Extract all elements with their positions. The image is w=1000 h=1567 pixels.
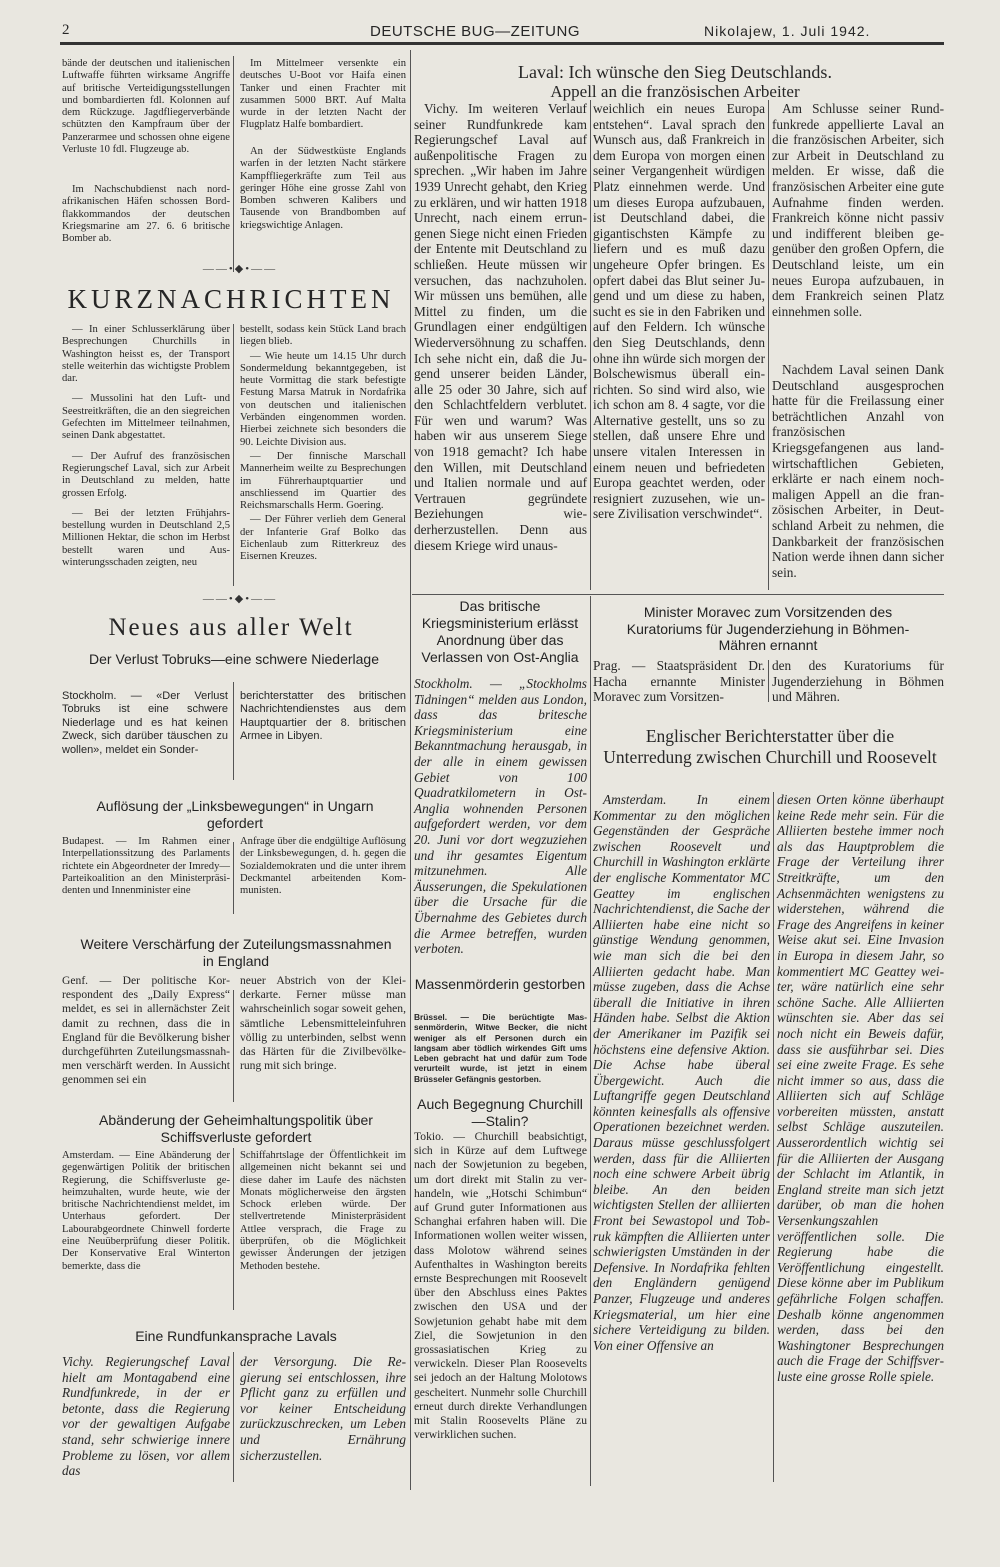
schiff-text: Amsterdam. — Eine Abänderung der gegenwärtigen Politik der britischen Regierung, die Schiffsverluste geheimzuhalten, wurde heute, wie der britische Nachrichtendienst meldet, im Unterhaus gefordert. Der Labourabgeordnete Chinwell forderte eine Neuüberprüfung dieser Politik. Der Konservative Eral Winterton bemerkte, dass die [62,1150,230,1272]
column-rule [233,682,234,780]
column-rule [233,56,234,272]
ungarn-text: Anfrage über die endgültige Auflösung der Linksbewegungen, d. h. gegen die Sozialdemokraten und die unter ihrem Deckmantel arbeitenden Kommunisten. [240,836,406,897]
england-text: neuer Abstrich von der Kleiderkarte. Ferner müsse man wahrscheinlich sogar soweit gehen, sämtliche Lebensmitteleinfuhren völlig zu unterbinden, selbst wenn das Härten für die Zivilbevölkerung mit sich bringe. [240,974,406,1073]
churchill-headline: Englischer Berichterstatter über die Unterredung zwischen Churchill und Roosevelt [603,726,937,767]
place-date: Nikolajew, 1. Juli 1942. [704,23,871,39]
newspaper-title: DEUTSCHE BUG—ZEITUNG [370,23,581,40]
churchill-text-col1: Amsterdam. In einem Kommentar zu den möglichen Gegenständen der Gespräche zwischen Roosevelt und Churchill in Washington erklärte der englische Kommentator MC Geattey im englischen Nachrichtendienst, die Sache der Alliierten habe eine nicht so günstige Wendung genommen, wie man sich die bei den Alliierten gedacht habe. Man müsse zugeben, dass die Achse überall die Initiative in ihren Händen habe. Selbst die Aktion der Amerikaner im Pazifik sei höchstens eine defensive Aktion. Die Achse habe überal Übergewicht. Auch die Luftangriffe gegen Deutschland könnten keinesfalls als offensive Operationen bezeichnet werden. Daraus müsse geschlussfolgert werden, dass für die Alliierten noch eine schwere Arbeit übrig bleibe. An den beiden wichtigsten Stellen der alliierten Front bei Sewastopol und Tobruk kämpften die Alliierten unter schwierigsten Umständen in der Defensive. In Nordafrika fehlten den Engländern genügend Panzer, Flugzeuge und anderes Kriegsmaterial, um hier eine sichere Verteidigung zu bilden. Von einer Offensive an [593,792,770,1353]
ornament-divider: ——•◆•—— [202,263,278,275]
ornament-divider: ——•◆•—— [202,593,278,605]
kurz-item: — Der Aufruf des französischen Regierungschef Laval, sich zur Arbeit in Deutschland zu melden, hatte grossen Erfolg. [62,450,230,499]
kurz-item: — Bei der letzten Frühjahrsbestellung wurden in Deutschland 2,5 Millionen Hektar, die schon im Herbst bestellt waren und Auswinterungsschaden zeigten, neu [62,507,230,569]
moerderin-text: Brüssel. — Die berüchtigte Massenmörderin, Witwe Becker, die nicht weniger als elf Personen durch ein langsam aber tödlich wirkendes Gift ums Leben gebracht hat und dafür zum Tode verurteilt wurde, ist jetzt in einem Brüsseler Gefängnis gestorben. [414,1012,587,1084]
tobruk-text: Stockholm. — «Der Verlust Tobruks ist eine schwere Niederlage und es hat keinen Zweck, sich darüber täuschen zu wollen», meldet ein Sonder- [62,690,228,756]
column-rule [410,50,411,1490]
article-mittelmeer-text: Im Mittelmeer versenkte ein deutsches U-Boot vor Haifa einen Tanker und einen Frachter mit zusammen 5000 BRT. Auf Malta wurde in der letzten Nacht der Flugplatz Halfe bombardiert. [240,58,406,131]
kurz-item: — Mussolini hat den Luft- und Seestreitkräften, die an den siegreichen Gefechten im Mittelmeer teilnahmen, seinen Dank abgestattet. [62,393,230,442]
column-rule [233,990,234,1102]
england-text: Genf. — Der politische Korrespondent des „Daily Express“ meldet, es sei in allernächster Zeit damit zu rechnen, dass die in England für die Bevölkerung bisher durchgeführten Zuteilungsmassnahmen verschärft werden. In Aussicht genommen sei ein [62,974,230,1087]
column-rule [590,100,591,590]
section-rule [412,594,944,595]
neues-heading: Neues aus aller Welt [108,614,354,641]
moravec-text: Prag. — Staatspräsident Dr. Hacha ernannte Minister Moravec zum Vorsitzen- [593,658,765,705]
article-afrika-text: Im Nachschubdienst nach nordafrikanischen Häfen schossen Bordflakkommandos der deutschen Kriegsmarine am 27. 6. 6 britische Bomber ab. [62,184,230,245]
schiff-text: Schiffahrtslage der Öffentlichkeit im allgemeinen nicht bekannt sei und diese daher im Laufe des nächsten Monats möglicherweise den ärgsten Schock erleben würde. Der stellvertretende Ministerpräsident Attlee versprach, die Frage zu überprüfen, ob die Möglichkeit gewisser Änderungen der jetzigen Methoden bestehe. [240,1150,406,1272]
kurz-col2 [240,324,406,564]
laval-subheadline: Appell an die französischen Arbeiter [550,82,800,101]
anglia-text: Stockholm. — „Stockholms Tidningen“ melden aus London, dass das britesche Kriegsministerium eine Bekanntmachung herausgab, in der alle in einem gewissen Gebiet von 100 Quadratkilometern in Ost-Anglia wohnenden Personen aufgefordert werden, vor dem 20. Juni vor dort wegzuziehen und ihr gesamtes Eigentum mitzunehmen. Alle Äusserungen, die Spekulationen über die Ursache für die Übernahme des Gebietes durch die Armee betreffen, wurden verboten. [414,676,587,957]
column-rule [233,842,234,914]
churchill-text-col2: diesen Orten könne überhaupt keine Rede mehr sein. Für die Alliierten bestehe immer noch als das Hauptproblem die Frage der Verteilung ihrer Streitkräfte, um den Achsenmächten wenigstens zu widerstehen, während die Frage des Angreifens in keiner Weise akut sei. Eine Invasion in Europa in diesem Jahr, so kommentiert MC Geattey weiter, wäre natürlich eine sehr schöne Sache. Alle Alliierten wünschten sie. Aber das sei noch nicht ein Beweis dafür, dass sie ausführbar sei. Dies sei eine zweite Frage. Es sehe nicht immer so aus, dass die Alliierten sich auf Schläge vorbereiten müssten, anstatt selbst Schläge auszuteilen. Ausserordentlich wichtig sei für die Alliierten der Ausgang der Schlacht im Atlantik, in England streite man sich jetzt darüber, ob man die hohen Versenkungszahlen veröffentlichen solle. Die Regierung habe die Veröffentlichung eingestellt. Diese könne aber im Publikum gefährliche Folgen schaffen. Deshalb könne angenommen werden, dass bei den Washingtoner Besprechungen auch die Frage der Schiffsverluste eine grosse Rolle spiele. [777,792,944,1384]
moravec-text: den des Kuratoriums für Jugenderziehung in Böhmen und Mähren. [772,658,944,705]
anglia-headline: Das britische Kriegsministerium erlässt Anordnung über das Verlassen von Ost-Anglia [421,598,579,665]
laval-text-col3: Am Schlusse seiner Rundfunkrede appellierte Laval an die französischen Arbeiter, sich zur Arbeit in Deutschland zu melden. Er wisse, daß die französischen Arbeiter eine gute Aufnahme finden werden. Frankreich könne nicht passiv und indifferent bleiben gegenüber den großen Opfern, die Deutschland leiste, um ein neues Europa aufzubauen, in dem Frankreich seinen Platz einnehmen solle. [772,101,944,319]
column-rule [773,792,774,1482]
article-england-text: An der Südwestküste Englands warfen in der letzten Nacht stärkere Kampffliegerkräfte zum Teil aus geringer Höhe eine grosse Zahl von Bomben schweren Kalibers und Tausende von Brandbomben auf kriegswichtige Anlagen. [240,146,406,231]
kurz-col1 [62,324,230,569]
kurz-item: — Wie heute um 14.15 Uhr durch Sondermeldung bekanntgegeben, ist heute Vormittag die stark befestigte Festung Marsa Matruk in Nordafrika von deutschen und italienischen Verbänden eingenommen worden. Hierbei zeichnete sich besonders die 90. Leichte Division aus. [240,350,406,448]
moravec-headline: Minister Moravec zum Vorsitzenden des Kuratoriums für Jugenderziehung in Böhmen-Mähren ernannt [626,604,910,653]
kurz-item: — Der Führer verlieh dem General der Infanterie Graf Bolko das Eichenlaub zum Ritterkreuz des Eisernen Kreuzes. [240,514,406,563]
tobruk-text: berichterstatter des britischen Nachrichtendienstes aus dem Hauptquartier der 8. britischen Armee in Libyen. [240,690,406,743]
page-number: 2 [62,22,70,38]
laval-radio-headline: Eine Rundfunkansprache Lavals [135,1328,337,1344]
england-headline: Weitere Verschärfung der Zuteilungsmassnahmen in England [80,936,392,969]
column-rule [233,324,234,586]
kurz-item: — In einer Schlusserklärung über Besprechungen Churchills in Washington heisst es, der Transport stelle weiterhin das wichtigste Problem dar. [62,324,230,385]
laval-headline: Laval: Ich wünsche den Sieg Deutschlands. [518,62,832,82]
masthead-rule [60,42,944,45]
laval-text-col2: weichlich ein neues Europa entstehen“. Laval sprach den Wunsch aus, daß Frankreich in dem Europa von morgen einen seiner Vergangenheit würdigen Platz einnehmen werde. Und um dieses Europa aufzubauen, ist Deutschland dabei, die gigantischsten Kämpfe zu liefern und es muß dazu ungeheure Opfer bringen. Es opfert dabei das Blut seiner Jugend und um diese zu haben, sucht es sie in den Fabriken und auf den Feldern. Ich wünsche den Sieg Deutschlands, denn ohne ihn würde sich morgen der Bolschewismus überall einrichten. So sind wird also, wie ich schon am 8. 4 sagte, vor die Alternative gestellt, uns so zu stellen, daß unsere Ehre und unsere vitalen Interessen in einem neuen und befriedeten Europa geachtet werden, oder resigniert zuzusehen, wie unsere Zivilisation verschwindet“. [593,101,765,522]
schiff-headline: Abänderung der Geheimhaltungspolitik über Schiffsverluste gefordert [99,1112,373,1145]
article-afrika-text: bände der deutschen und italienischen Luftwaffe führten wirksame Angriffe auf britische Verteidigungsstellungen und bombardierten fdl. Kolonnen auf dem Rückzuge. Jagdfliegerverbände schützten den Kampfraum über der Panzerarmee und schossen ohne eigene Verluste 10 fdl. Flugzeuge ab. [62,58,230,156]
column-rule [233,1148,234,1310]
column-rule [590,596,591,1486]
column-rule [768,660,769,702]
laval-text-col3b: Nachdem Laval seinen Dank Deutschland ausgesprochen hatte für die Freilassung einer beträchtlichen Anzahl von französischen Kriegsgefangenen aus landwirtschaftlichen Gebieten, erklärte er nach einem nochmaligen Appell an die französischen Arbeiter, in Deutschland Arbeit zu nehmen, die Dankbarkeit der französischen Nation werde ihnen dann sicher sein. [772,362,944,580]
stalin-headline: Auch Begegnung Churchill—Stalin? [417,1096,583,1129]
tobruk-headline: Der Verlust Tobruks—eine schwere Niederlage [89,651,379,667]
ungarn-headline: Auflösung der „Linksbewegungen“ in Ungarn gefordert [96,798,374,831]
kurz-item: — Der finnische Marschall Mannerheim weilte zu Besprechungen im Führerhauptquartier und anschliessend im Quartier des Reichsmarschalls Herm. Goering. [240,450,406,512]
column-rule [768,100,769,590]
column-rule [233,1352,234,1482]
stalin-text: Tokio. — Churchill beabsichtigt, sich in Kürze auf dem Luftwege nach der Sowjetunion zu begeben, um dort direkt mit Stalin zu verhandeln, wie „Hotschi Schimbun“ auf Grund guter Informationen aus Schanghai erfahren haben will. Die Informationen wollen weiter wissen, dass Molotow während seines Aufenthaltes in Washington bereits ernste Besprechungen mit Roosevelt über den Abschluss eines Paktes zwischen den USA und der Sowjetunion gehabt habe mit dem Ziel, die Sowjetunion in den grossasiatischen Krieg zu verwickeln. Dieser Plan Roosevelts sei jedoch an der Haltung Molotows gescheitert. Nunmehr solle Churchill erneut durch direkte Verhandlungen mit Stalin Roosevelts Pläne zu verwirklichen suchen. [414,1130,587,1442]
moerderin-headline: Massenmörderin gestorben [414,976,586,992]
kurz-item: bestellt, sodass kein Stück Land brach liegen blieb. [240,324,406,348]
laval-radio-text: der Versorgung. Die Regierung sei entschlossen, ihre Pflicht ganz zu erfüllen und vor keiner Entscheidung zurückzuschrecken, um Leben und Ernährung sicherzustellen. [240,1354,406,1463]
laval-radio-text: Vichy. Regierungschef Laval hielt am Montagabend eine Rundfunkrede, in der er betonte, dass die Regierung vor der gewaltigen Aufgabe stand, sehr schwierige innere Probleme zu lösen, vor allem das [62,1354,230,1479]
kurznachrichten-heading: KURZNACHRICHTEN [67,284,395,314]
laval-text-col1: Vichy. Im weiteren Verlauf seiner Rundfunkrede kam Regierungschef Laval auf außenpolitische Fragen zu sprechen. „Wir haben im Jahre 1939 Unrecht gehabt, den Krieg zu erklären, und wir hatten 1918 Unrecht, nach einem errungenen Siege nicht einen Frieden der Entente mit Deutschland zu schließen. Heute müssen wir versuchen, das nachzuholen. Wir müssen uns bemühen, alle Mittel zu finden, um die Grundlagen einer endgültigen Wiederversöhnung zu schaffen. Ich sehe nicht ein, daß die Jugend unserer beiden Länder, alle 25 oder 30 Jahre, sich auf den Schlachtfeldern verblutet. Für wen und warum? Was haben wir aus unserem Siege von 1918 gemacht? Ich habe den Willen, mit Deutschland und Italien normale und auf Vertrauen gegründete Beziehungen wiederherzustellen. Denn aus diesem Kriege wird unaus- [414,101,587,553]
ungarn-text: Budapest. — Im Rahmen einer Interpellationssitzung des Parlaments richtete ein Abgeordneter der Imredy—Parteikoalition an den Ministerpräsidenten und Innenminister eine [62,836,230,897]
